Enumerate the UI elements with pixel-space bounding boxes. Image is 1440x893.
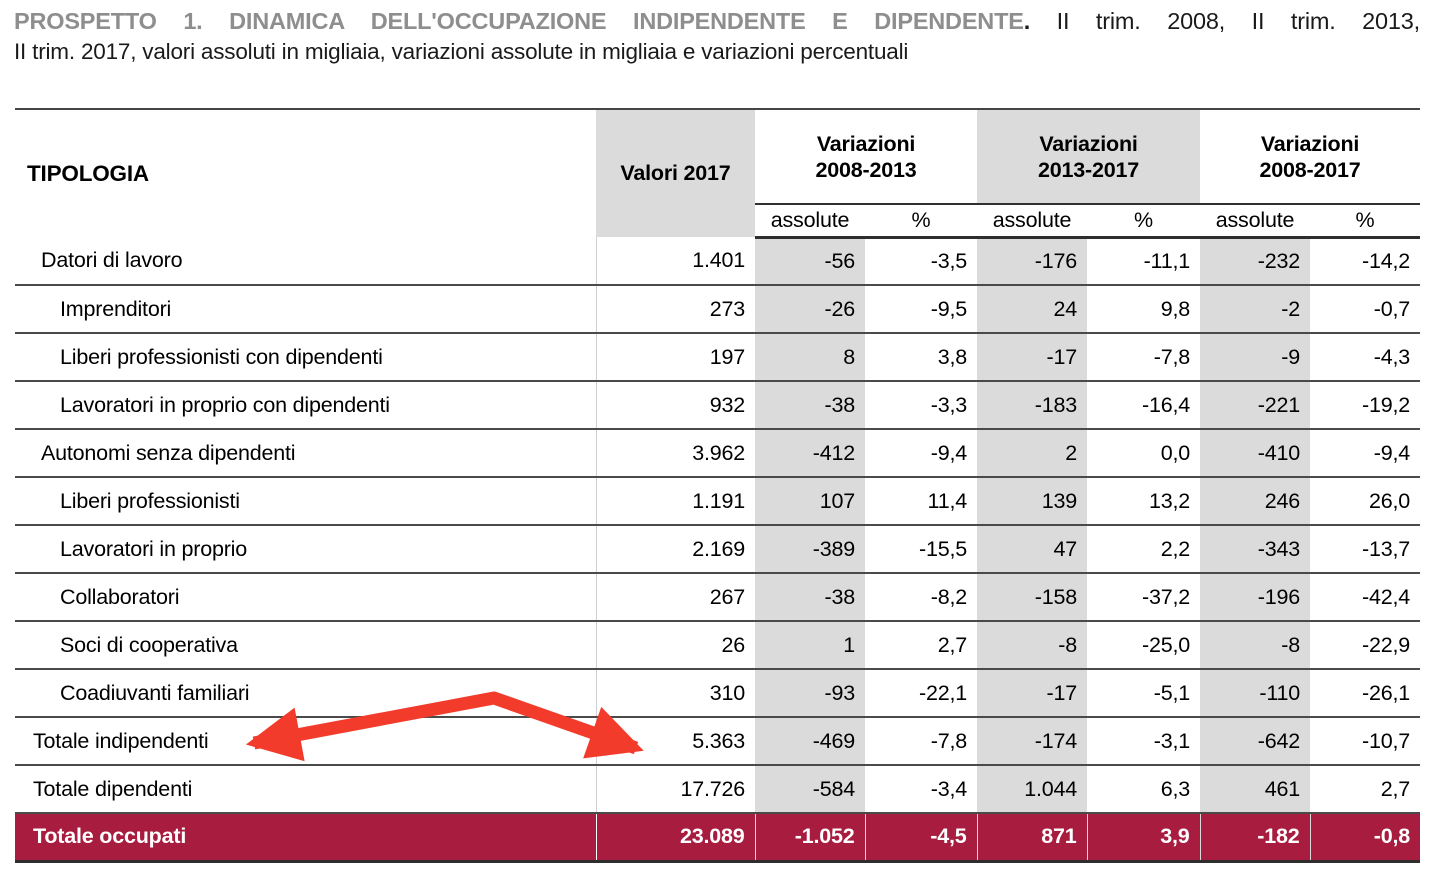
cell-value: 871 [977, 813, 1087, 861]
caption-line-1 [14, 6, 1420, 37]
cell-value: 139 [977, 477, 1087, 525]
column-subheader-percent-2: % [1087, 204, 1200, 237]
cell-value: -17 [977, 333, 1087, 381]
row-label: Coadiuvanti familiari [15, 669, 596, 717]
cell-value: -11,1 [1143, 248, 1190, 273]
caption-periods: II trim. 2008, II trim. 2013, [1056, 8, 1420, 34]
row-label: Soci di cooperativa [15, 621, 596, 669]
table-row [15, 333, 1420, 381]
cell-value: 3,9 [1087, 813, 1200, 861]
cell-value: -642 [1200, 717, 1310, 765]
cell-value: 6,3 [1087, 765, 1200, 813]
cell-value: -4,3 [1310, 333, 1420, 381]
cell-value: 13,2 [1087, 477, 1200, 525]
header-group-row [15, 109, 1420, 204]
cell-value: -1.052 [755, 813, 865, 861]
cell-valori-2017: 23.089 [596, 813, 755, 861]
cell-value: -9,4 [1310, 429, 1420, 477]
cell-value: -221 [1200, 381, 1310, 429]
column-subheader-assolute-1: assolute [755, 204, 865, 237]
row-label: Datori di lavoro [41, 248, 183, 272]
cell-value: -174 [977, 717, 1087, 765]
cell-value: 107 [755, 477, 865, 525]
cell-valori-2017: 2.169 [596, 525, 755, 573]
cell-value: -158 [977, 573, 1087, 621]
column-subheader-percent-1: % [865, 204, 977, 237]
group-label-line1: Variazioni [1260, 131, 1360, 156]
cell-value: 11,4 [865, 477, 977, 525]
cell-valori-2017: 1.191 [596, 477, 755, 525]
column-subheader-percent-3: % [1310, 204, 1420, 237]
row-label: Totale indipendenti [15, 717, 596, 765]
column-subheader-assolute-2: assolute [977, 204, 1087, 237]
cell-valori-2017: 26 [596, 621, 755, 669]
cell-value: -8,2 [865, 573, 977, 621]
cell-value: -0,8 [1310, 813, 1420, 861]
caption-line-2: II trim. 2017, valori assoluti in migliaia, variazioni assolute in migliaia e variazioni percentuali [14, 39, 909, 64]
column-group-variazioni-2013-2017 [977, 109, 1200, 204]
cell-value: 9,8 [1087, 285, 1200, 333]
column-group-variazioni-2008-2017 [1200, 109, 1420, 204]
cell-value: -13,7 [1310, 525, 1420, 573]
cell-valori-2017: 310 [596, 669, 755, 717]
column-group-variazioni-2008-2013 [755, 109, 977, 204]
table-row [15, 525, 1420, 573]
cell-valori-2017: 5.363 [596, 717, 755, 765]
column-subheader-assolute-3: assolute [1200, 204, 1310, 237]
group-label-line1: Variazioni [1039, 131, 1138, 156]
cell-value: 461 [1200, 765, 1310, 813]
row-label: Autonomi senza dipendenti [15, 429, 596, 477]
cell-valori-2017: 932 [596, 381, 755, 429]
cell-value: -10,7 [1310, 717, 1420, 765]
cell-value: -412 [755, 429, 865, 477]
cell-value: -15,5 [865, 525, 977, 573]
cell-value: -469 [755, 717, 865, 765]
cell-value: -3,5 [930, 248, 967, 273]
cell-value: -56 [755, 237, 865, 285]
row-label: Totale dipendenti [15, 765, 596, 813]
cell-value: -7,8 [865, 717, 977, 765]
group-label-line2: 2008-2013 [815, 157, 917, 182]
cell-value: -8 [977, 621, 1087, 669]
cell-valori-2017: 273 [596, 285, 755, 333]
cell-value: -110 [1200, 669, 1310, 717]
group-label-line2: 2008-2017 [1259, 157, 1361, 182]
cell-value: -182 [1200, 813, 1310, 861]
cell-value: 24 [977, 285, 1087, 333]
cell-value: -0,7 [1310, 285, 1420, 333]
cell-value: 246 [1200, 477, 1310, 525]
cell-value: -4,5 [865, 813, 977, 861]
row-label: Liberi professionisti con dipendenti [15, 333, 596, 381]
cell-value: -42,4 [1310, 573, 1420, 621]
column-header-tipologia: TIPOLOGIA [27, 160, 149, 186]
table-body [15, 237, 1420, 861]
table-row [15, 621, 1420, 669]
table-row [15, 237, 1420, 285]
cell-valori-2017: 1.401 [596, 237, 755, 285]
cell-value: -26 [755, 285, 865, 333]
cell-value: 3,8 [865, 333, 977, 381]
table-row [15, 477, 1420, 525]
occupation-dynamics-table [15, 108, 1420, 863]
cell-value: -584 [755, 765, 865, 813]
cell-value: -410 [1200, 429, 1310, 477]
cell-value: -3,1 [1087, 717, 1200, 765]
cell-value: -9,4 [865, 429, 977, 477]
row-label: Lavoratori in proprio [15, 525, 596, 573]
cell-value: -93 [755, 669, 865, 717]
title-separator: . [1023, 8, 1031, 34]
cell-value: -26,1 [1310, 669, 1420, 717]
row-label: Totale occupati [15, 813, 596, 861]
row-label: Imprenditori [15, 285, 596, 333]
cell-value: -3,4 [865, 765, 977, 813]
table-row [15, 669, 1420, 717]
cell-value: 8 [755, 333, 865, 381]
cell-value: -8 [1200, 621, 1310, 669]
cell-value: -38 [755, 381, 865, 429]
table-row [15, 381, 1420, 429]
cell-value: -22,1 [865, 669, 977, 717]
cell-value: 2 [977, 429, 1087, 477]
cell-value: 1 [755, 621, 865, 669]
cell-value: -7,8 [1087, 333, 1200, 381]
cell-value: -25,0 [1087, 621, 1200, 669]
table-row [15, 573, 1420, 621]
cell-value: 2,7 [1310, 765, 1420, 813]
cell-value: -232 [1200, 237, 1310, 285]
table-row [15, 717, 1420, 765]
cell-value: -2 [1200, 285, 1310, 333]
cell-value: 2,7 [865, 621, 977, 669]
cell-value: -9,5 [865, 285, 977, 333]
cell-value: -3,3 [865, 381, 977, 429]
cell-valori-2017: 3.962 [596, 429, 755, 477]
cell-value: 1.044 [977, 765, 1087, 813]
table-row [15, 765, 1420, 813]
cell-value: -196 [1200, 573, 1310, 621]
cell-value: -37,2 [1087, 573, 1200, 621]
cell-value: -19,2 [1310, 381, 1420, 429]
cell-value: -17 [977, 669, 1087, 717]
group-label-line2: 2013-2017 [1037, 157, 1140, 182]
cell-value: 0,0 [1087, 429, 1200, 477]
cell-value: -176 [977, 237, 1087, 285]
cell-valori-2017: 267 [596, 573, 755, 621]
cell-value: -22,9 [1310, 621, 1420, 669]
cell-value: -183 [977, 381, 1087, 429]
cell-value: -5,1 [1087, 669, 1200, 717]
row-label: Liberi professionisti [15, 477, 596, 525]
table-row [15, 813, 1420, 861]
cell-value: -38 [755, 573, 865, 621]
table-caption [14, 6, 1420, 67]
table-row [15, 429, 1420, 477]
cell-value: 2,2 [1087, 525, 1200, 573]
cell-value: -343 [1200, 525, 1310, 573]
cell-value: -389 [755, 525, 865, 573]
cell-valori-2017: 197 [596, 333, 755, 381]
row-label: Lavoratori in proprio con dipendenti [15, 381, 596, 429]
row-label: Collaboratori [15, 573, 596, 621]
column-header-valori-2017: Valori 2017 [596, 109, 755, 237]
cell-valori-2017: 17.726 [596, 765, 755, 813]
prospetto-title: PROSPETTO 1. DINAMICA DELL'OCCUPAZIONE INDIPENDENTE E DIPENDENTE [14, 8, 1024, 34]
cell-value: -9 [1200, 333, 1310, 381]
cell-value: 47 [977, 525, 1087, 573]
table-row [15, 285, 1420, 333]
group-label-line1: Variazioni [816, 131, 916, 156]
table-header [15, 109, 1420, 237]
cell-value: -14,2 [1361, 248, 1410, 273]
cell-value: 26,0 [1310, 477, 1420, 525]
cell-value: -16,4 [1087, 381, 1200, 429]
